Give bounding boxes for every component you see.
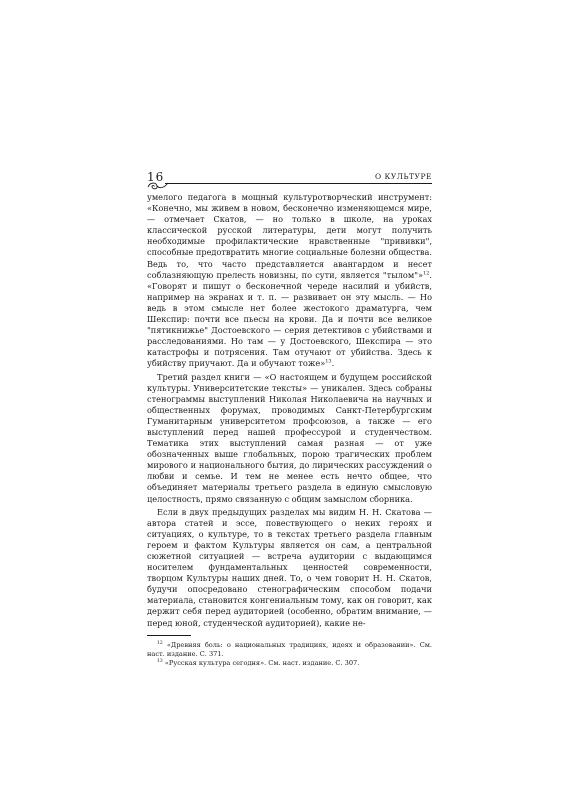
footnote-13 [147,659,432,668]
paragraph-1-part-b: . «Говорят и пишут о бесконечной череде насилий и убийств, например на экранах и т. п. — развивает он эту мысль. — Но ведь в этом смысле нет более жестокого драматурга, чем Шекспир: почти все пьесы на крови. Да и почти все великое "пятикнижье" Достоевского — серия детективов с убийствами и расследованиями. Но там — у Достоевского, Шекспира — это катастрофы и потрясения. Там отучают от убийства. Здесь к убийству приучают. Да и обучают тоже» [147,269,432,369]
footnote-separator [147,635,191,636]
footnote-number: 12 [157,640,163,646]
ornament-icon [147,180,169,192]
page-header [147,170,432,192]
footnote-ref-12: 12 [423,269,430,276]
footnote-text: «Древняя боль: о национальных традициях, идеях и образовании». См. наст. издание. С. 371. [147,640,432,658]
page-number: 16 [147,170,165,184]
paragraph-1 [147,192,432,370]
footnote-ref-13: 13 [325,358,332,365]
footnote-12 [147,641,432,659]
footnote-number: 13 [157,658,163,664]
paragraph-1-part-a: умелого педагога в мощный культуротворческий инструмент: «Конечно, мы живем в новом, бесконечно изменяющемся мире, — отмечает Скатов, — но только в школе, на уроках классической русской литературы, дети могут получить необходимые профилактические нравственные "прививки", способные предотвратить многие социальные болезни общества. Ведь то, что часто представляется авангардом и несет соблазняющую прелесть новизны, по сути, является "тылом"» [147,192,432,280]
book-page [147,170,432,668]
paragraph-1-part-c: . [331,358,335,369]
main-text [147,192,432,629]
paragraph-2: Третий раздел книги — «О настоящем и будущем российской культуры. Университетские тексты» — уникален. Здесь собраны стенограммы выступлений Николая Николаевича на научных и общественных форумах, проводимых Санкт-Петербургским Гуманитарным университетом профсоюзов, а также — его выступлений перед нашей профессурой и студенчеством. Тематика этих выступлений самая разная — от уже обозначенных выше глобальных, порою трагических проблем мирового и национального бытия, до лирических рассуждений о любви и семье. И тем не менее есть нечто общее, что объединяет материалы третьего раздела в единую смысловую целостность, прямо связанную с общим замыслом сборника. [147,371,432,504]
paragraph-3: Если в двух предыдущих разделах мы видим Н. Н. Скатова — автора статей и эссе, повествующего о неких героях и ситуациях, о культуре, то в текстах третьего раздела главным героем и фактом Культуры является он сам, а центральной сюжетной ситуацией — встреча аудитории с выдающимся носителем фундаментальных ценностей современности, творцом Культуры наших дней. То, о чем говорит Н. Н. Скатов, будучи опосредовано стенографическим способом подачи материала, становится конгениальным тому, как он говорит, как держит себя перед аудиторией (особенно, обратим внимание, — перед юной, студенческой аудиторией), какие не- [147,506,432,628]
footnotes [147,641,432,668]
header-rule [165,183,432,184]
footnote-text: «Русская культура сегодня». См. наст. издание. С. 307. [164,658,360,667]
running-title: О КУЛЬТУРЕ [374,172,432,181]
